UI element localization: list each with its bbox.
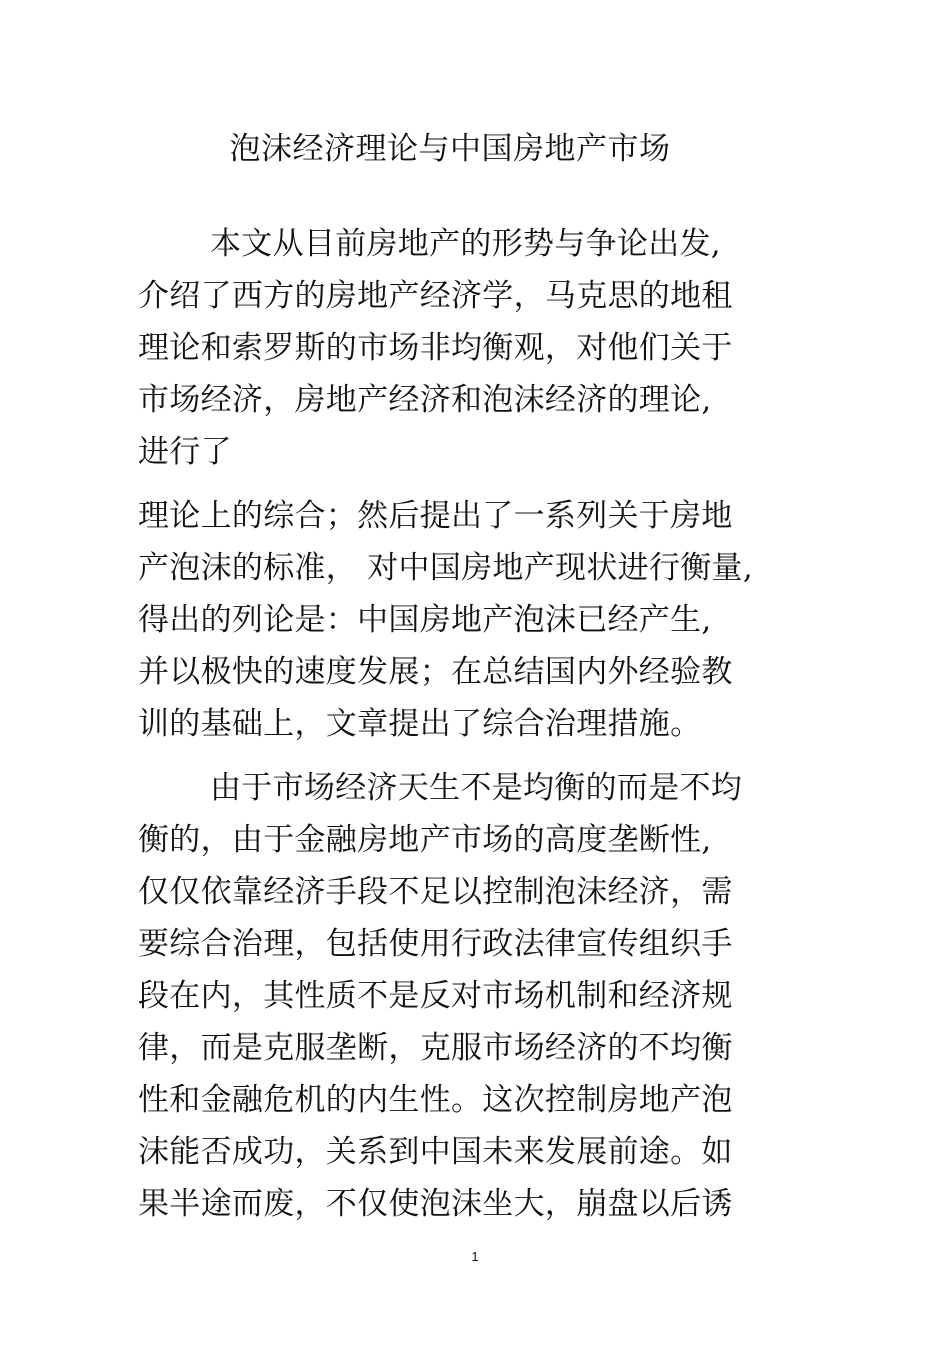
paragraph-2 xyxy=(138,490,778,750)
document-title: 泡沫经济理论与中国房地产市场 xyxy=(229,131,671,167)
paragraph-line: 性和金融危机的内生性。这次控制房地产泡 xyxy=(138,1082,733,1118)
paragraph-line: 市场经济，房地产经济和泡沫经济的理论, xyxy=(138,382,712,418)
paragraph-line: 介绍了西方的房地产经济学，马克思的地租 xyxy=(138,278,733,314)
paragraph-line: 本文从目前房地产的形势与争论出发, xyxy=(210,226,721,262)
paragraph-line: 衡的，由于金融房地产市场的高度垄断性, xyxy=(138,822,712,858)
paragraph-line: 仅仅依靠经济手段不足以控制泡沫经济，需 xyxy=(138,874,733,910)
page-number: 1 xyxy=(471,1249,479,1264)
paragraph-line: 要综合治理，包括使用行政法律宣传组织手 xyxy=(138,926,733,962)
paragraph-line: 理论和索罗斯的市场非均衡观，对他们关于 xyxy=(138,330,733,366)
paragraph-3 xyxy=(138,762,778,1230)
paragraph-line: 并以极快的速度发展；在总结国内外经验教 xyxy=(138,654,733,690)
paragraph-line: 产泡沫的标准， 对中国房地产现状进行衡量, xyxy=(138,550,754,586)
paragraph-line: 果半途而废，不仅使泡沫坐大，崩盘以后诱 xyxy=(138,1186,733,1222)
paragraph-line: 进行了 xyxy=(138,434,232,470)
paragraph-line: 训的基础上，文章提出了综合治理措施。 xyxy=(138,706,702,742)
paragraph-1 xyxy=(138,218,778,478)
paragraph-line: 理论上的综合；然后提出了一系列关于房地 xyxy=(138,498,733,534)
paragraph-line: 得出的列论是：中国房地产泡沫已经产生, xyxy=(138,602,712,638)
paragraph-line: 沫能否成功，关系到中国未来发展前途。如 xyxy=(138,1134,733,1170)
paragraph-line: 段在内，其性质不是反对市场机制和经济规 xyxy=(138,978,733,1014)
paragraph-line: 律，而是克服垄断，克服市场经济的不均衡 xyxy=(138,1030,733,1066)
paragraph-line: 由于市场经济天生不是均衡的而是不均 xyxy=(210,770,743,806)
